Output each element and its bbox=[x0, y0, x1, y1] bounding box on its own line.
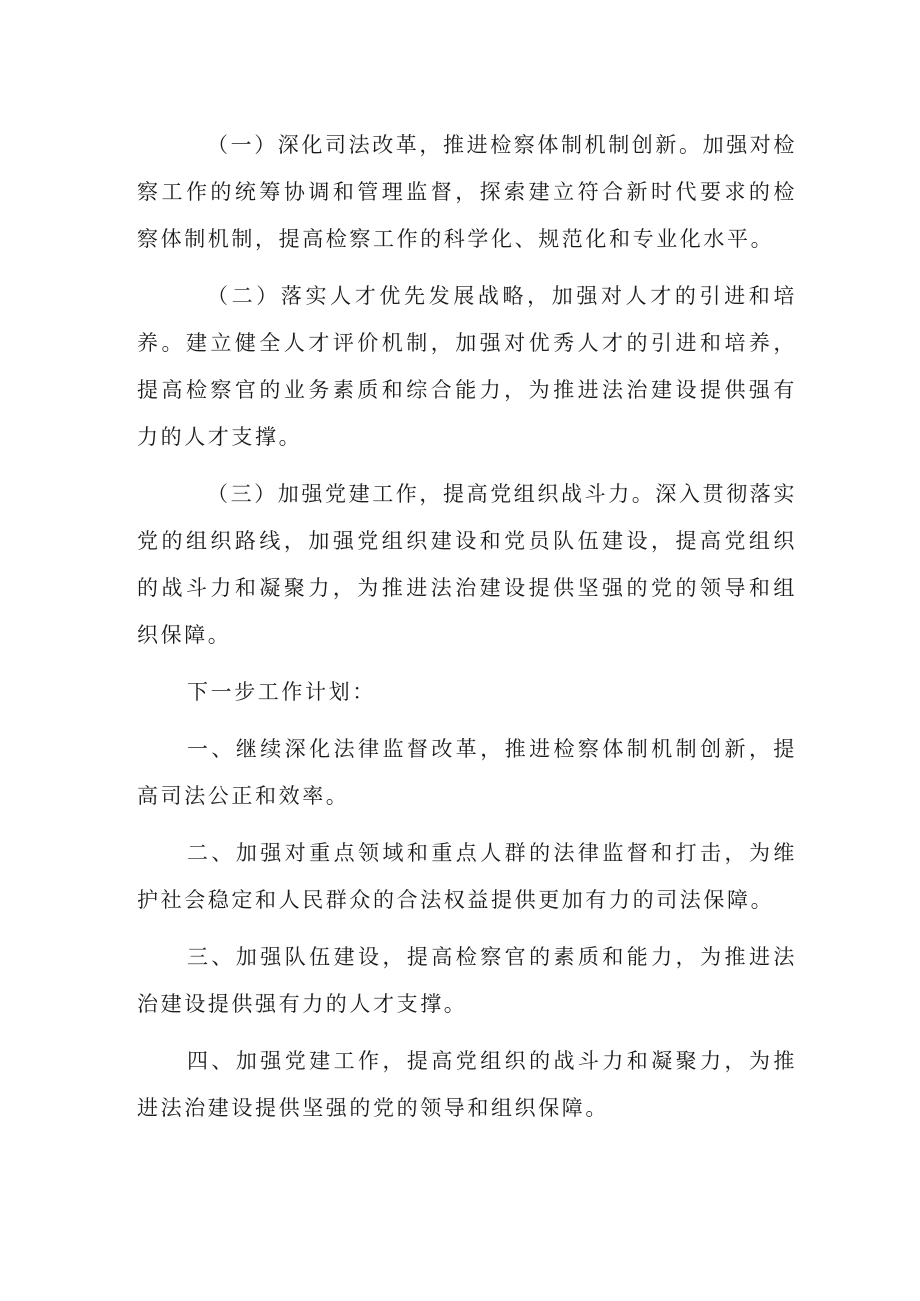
next-step-item-3: 三、加强队伍建设，提高检察官的素质和能力，为推进法治建设提供强有力的人才支撑。 bbox=[137, 945, 797, 1016]
paragraph-party-building: （三）加强党建工作，提高党组织战斗力。深入贯彻落实党的组织路线，加强党组织建设和党员队伍建设，提高党组织的战斗力和凝聚力，为推进法治建设提供坚强的党的领导和组织保障。 bbox=[137, 482, 797, 647]
paragraph-talent-strategy: （二）落实人才优先发展战略，加强对人才的引进和培养。建立健全人才评价机制，加强对优秀人才的引进和培养，提高检察官的业务素质和综合能力，为推进法治建设提供强有力的人才支撑。 bbox=[137, 284, 797, 449]
next-step-item-4: 四、加强党建工作，提高党组织的战斗力和凝聚力，为推进法治建设提供坚强的党的领导和组织保障。 bbox=[137, 1049, 797, 1120]
document-body bbox=[137, 122, 797, 1142]
next-step-item-2: 二、加强对重点领域和重点人群的法律监督和打击，为维护社会稳定和人民群众的合法权益提供更加有力的司法保障。 bbox=[137, 841, 797, 912]
paragraph-judicial-reform: （一）深化司法改革，推进检察体制机制创新。加强对检察工作的统筹协调和管理监督，探索建立符合新时代要求的检察体制机制，提高检察工作的科学化、规范化和专业化水平。 bbox=[137, 133, 797, 251]
next-step-item-1: 一、继续深化法律监督改革，推进检察体制机制创新，提高司法公正和效率。 bbox=[137, 737, 797, 808]
next-steps-heading: 下一步工作计划： bbox=[187, 680, 376, 704]
